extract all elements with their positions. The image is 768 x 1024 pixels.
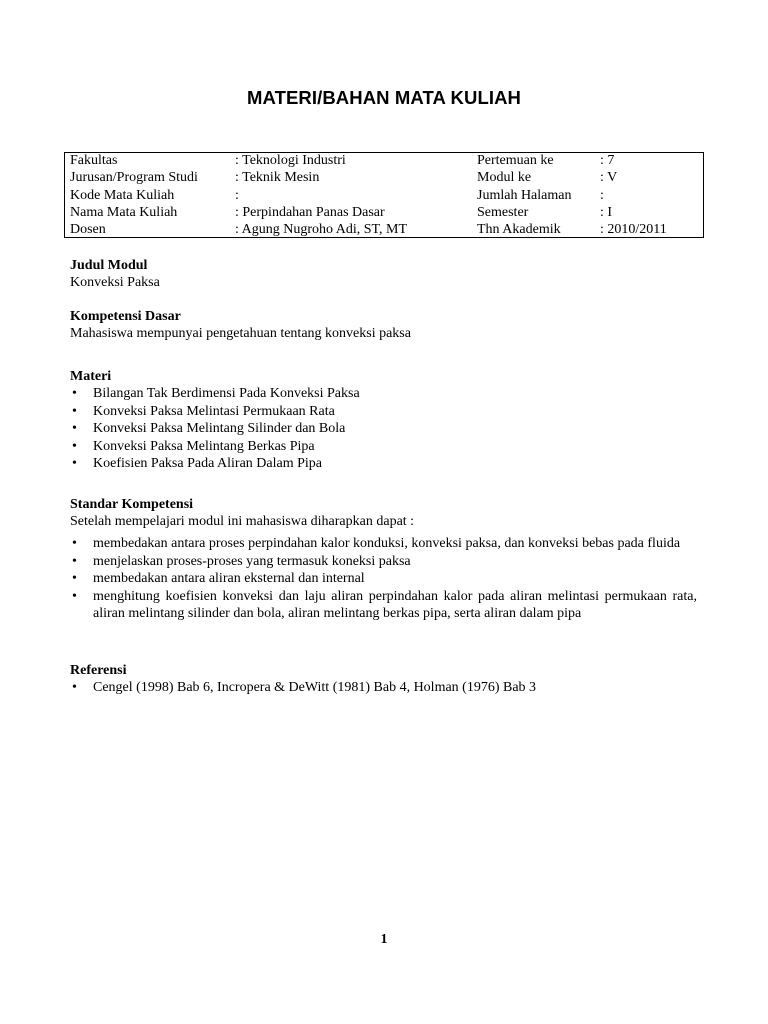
section-heading: Referensi [70, 663, 127, 678]
section-heading: Materi [70, 369, 112, 384]
info-value: : [235, 187, 239, 203]
document-title: MATERI/BAHAN MATA KULIAH [246, 87, 522, 108]
referensi-list [70, 679, 710, 697]
list-item: • membedakan antara aliran eksternal dan internal [70, 570, 697, 588]
info-label: Jumlah Halaman [477, 187, 572, 203]
section-heading: Judul Modul [70, 258, 148, 273]
section-intro: Setelah mempelajari modul ini mahasiswa diharapkan dapat : [70, 514, 415, 529]
list-item: • Konveksi Paksa Melintasi Permukaan Rata [70, 403, 710, 421]
list-item: • Konveksi Paksa Melintang Berkas Pipa [70, 438, 710, 456]
info-value: : I [600, 205, 613, 220]
info-value: : Teknologi Industri [235, 153, 346, 168]
info-label: Jurusan/Program Studi [70, 170, 198, 185]
info-label: Modul ke [477, 170, 532, 185]
info-label: Semester [477, 205, 529, 220]
section-heading: Standar Kompetensi [70, 497, 194, 512]
standar-list [70, 535, 697, 623]
info-label: Thn Akademik [477, 222, 561, 237]
list-item: • membedakan antara proses perpindahan kalor konduksi, konveksi paksa, dan konveksi bebas pada fluida [70, 535, 697, 553]
info-row-nama [65, 204, 703, 221]
info-label: Pertemuan ke [477, 153, 554, 168]
info-label: Kode Mata Kuliah [70, 187, 175, 203]
list-item: • menghitung koefisien konveksi dan laju aliran perpindahan kalor pada aliran melintasi permukaan rata, aliran melintang silinder dan bola, aliran melintang berkas pipa, serta aliran dalam pipa [70, 588, 697, 623]
section-text: Konveksi Paksa [70, 275, 160, 290]
page-number: 1 [380, 932, 388, 947]
info-row-kode [65, 187, 703, 204]
list-item: • menjelaskan proses-proses yang termasuk koneksi paksa [70, 553, 697, 571]
judul-modul-section [70, 257, 710, 291]
materi-list [70, 385, 710, 473]
standar-kompetensi-section [70, 496, 710, 623]
materi-section [70, 368, 710, 473]
info-value: : Teknik Mesin [235, 170, 320, 185]
info-value: : [600, 187, 604, 203]
info-row-fakultas [65, 152, 703, 169]
info-value: : 7 [600, 153, 615, 168]
info-value: : Perpindahan Panas Dasar [235, 205, 385, 220]
info-row-jurusan [65, 169, 703, 186]
list-item: • Konveksi Paksa Melintang Silinder dan Bola [70, 420, 710, 438]
info-row-dosen [65, 221, 703, 238]
info-value: : Agung Nugroho Adi, ST, MT [235, 222, 408, 237]
list-item: • Cengel (1998) Bab 6, Incropera & DeWitt (1981) Bab 4, Holman (1976) Bab 3 [70, 679, 710, 697]
section-heading: Kompetensi Dasar [70, 309, 181, 324]
referensi-section [70, 662, 710, 697]
kompetensi-dasar-section [70, 308, 710, 342]
info-label: Fakultas [70, 153, 118, 168]
list-item: • Bilangan Tak Berdimensi Pada Konveksi Paksa [70, 385, 710, 403]
info-label: Dosen [70, 222, 106, 237]
info-value: : V [600, 170, 618, 185]
info-label: Nama Mata Kuliah [70, 205, 178, 220]
course-info-box [64, 152, 704, 238]
section-text: Mahasiswa mempunyai pengetahuan tentang konveksi paksa [70, 326, 411, 341]
info-value: : 2010/2011 [600, 222, 667, 237]
list-item: • Koefisien Paksa Pada Aliran Dalam Pipa [70, 455, 710, 473]
